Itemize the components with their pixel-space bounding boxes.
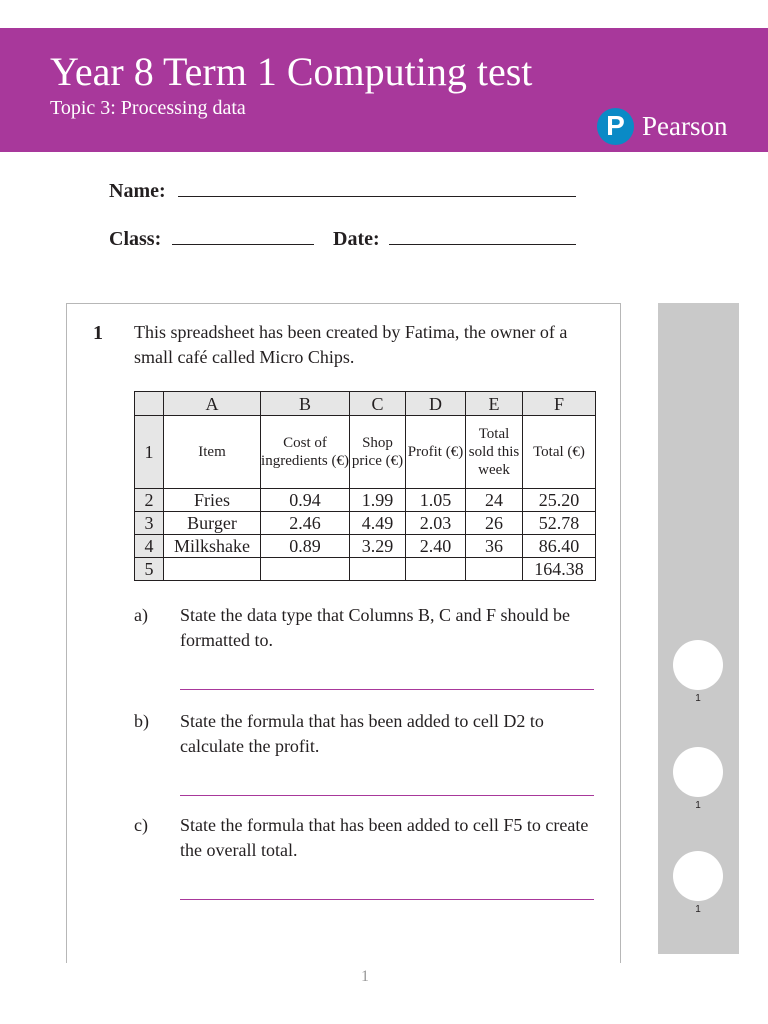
table-cell: 1.99 [350,489,406,512]
table-cell: 52.78 [523,512,596,535]
name-label: Name: [109,180,166,202]
mark-circle-b[interactable] [673,747,723,797]
table-cell [466,558,523,581]
table-cell: 4.49 [350,512,406,535]
spreadsheet-table [134,391,596,581]
table-cell: 24 [466,489,523,512]
subquestion-b-letter: b) [134,711,149,731]
page-title: Year 8 Term 1 Computing test [50,49,533,94]
column-header: C [350,392,406,416]
subquestion-c-text: State the formula that has been added to cell F5 to create the overall total. [180,815,589,860]
table-cell: 36 [466,535,523,558]
subquestion-b-text: State the formula that has been added to cell D2 to calculate the profit. [180,711,544,756]
table-row [135,558,596,581]
answer-line-b[interactable] [180,795,594,796]
name-field[interactable] [178,196,576,197]
table-row [135,535,596,558]
row-header: 4 [135,535,164,558]
table-cell: 164.38 [523,558,596,581]
brand-name: Pearson [642,110,728,141]
column-header: F [523,392,596,416]
table-cell: 25.20 [523,489,596,512]
column-header: D [406,392,466,416]
table-cell: 0.89 [261,535,350,558]
class-field[interactable] [172,244,314,245]
table-cell: Total sold this week [466,416,523,489]
table-cell [350,558,406,581]
table-cell: 1.05 [406,489,466,512]
table-cell: 26 [466,512,523,535]
table-row [135,489,596,512]
column-header: E [466,392,523,416]
table-cell: Cost of ingredients (€) [261,416,350,489]
mark-count-b: 1 [695,800,701,811]
table-cell: Total (€) [523,416,596,489]
date-field[interactable] [389,244,576,245]
table-cell: 2.03 [406,512,466,535]
table-cell: Shop price (€) [350,416,406,489]
question-text: This spreadsheet has been created by Fatima, the owner of a small café called Micro Chips. [134,322,568,367]
class-label: Class: [109,228,162,250]
column-header: A [164,392,261,416]
mark-circle-c[interactable] [673,851,723,901]
header-banner [0,28,768,152]
table-cell [406,558,466,581]
table-cell: 86.40 [523,535,596,558]
row-header: 5 [135,558,164,581]
pearson-logo-icon: P [597,108,634,145]
question-number: 1 [93,322,103,344]
row-header: 2 [135,489,164,512]
column-header-row [135,392,596,416]
row-header: 3 [135,512,164,535]
subquestion-c-letter: c) [134,815,148,835]
table-cell [261,558,350,581]
row-header: 1 [135,416,164,489]
mark-count-c: 1 [695,904,701,915]
subquestion-a-text: State the data type that Columns B, C and F should be formatted to. [180,605,570,650]
mark-count-a: 1 [695,693,701,704]
table-row [135,416,596,489]
corner-cell [135,392,164,416]
mark-circle-a[interactable] [673,640,723,690]
table-cell [164,558,261,581]
table-cell: Fries [164,489,261,512]
table-cell: Profit (€) [406,416,466,489]
table-row [135,512,596,535]
table-cell: Item [164,416,261,489]
table-cell: Burger [164,512,261,535]
table-cell: Milkshake [164,535,261,558]
page-subtitle: Topic 3: Processing data [50,97,246,119]
brand [597,107,727,145]
table-cell: 2.46 [261,512,350,535]
page-number: 1 [361,968,369,985]
date-label: Date: [333,228,380,250]
answer-line-c[interactable] [180,899,594,900]
table-cell: 3.29 [350,535,406,558]
answer-line-a[interactable] [180,689,594,690]
column-header: B [261,392,350,416]
table-cell: 0.94 [261,489,350,512]
table-cell: 2.40 [406,535,466,558]
subquestion-a-letter: a) [134,605,148,625]
